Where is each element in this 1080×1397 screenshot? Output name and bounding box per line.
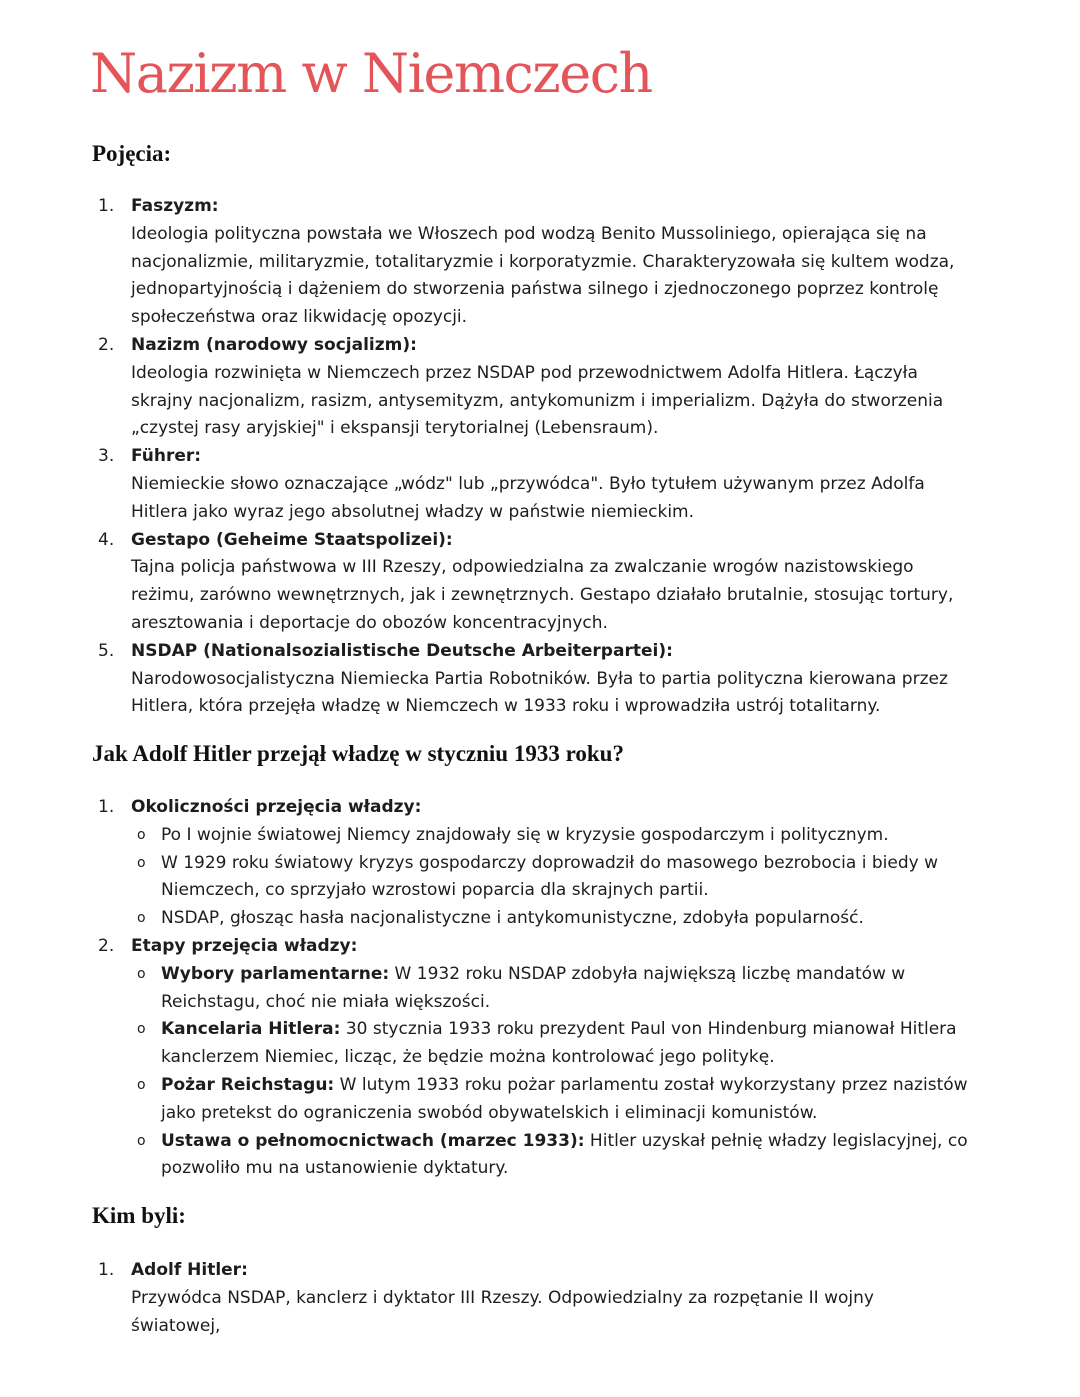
item-number: 2. bbox=[98, 334, 115, 355]
bullet-icon: o bbox=[137, 910, 146, 927]
page-title: Nazizm w Niemczech bbox=[90, 42, 652, 105]
sub-item-text: NSDAP, głosząc hasła nacjonalistyczne i antykomunistyczne, zdobyła popularność. bbox=[161, 908, 864, 929]
sub-list bbox=[131, 961, 968, 1183]
sub-list-item bbox=[131, 1016, 991, 1072]
item-description: Przywódca NSDAP, kanclerz i dyktator III Rzeszy. Odpowiedzialny za rozpętanie II wojny światowej, bbox=[131, 1287, 874, 1336]
sub-item-label: Pożar Reichstagu: bbox=[161, 1074, 335, 1095]
sub-item-text: Po I wojnie światowej Niemcy znajdowały się w kryzysie gospodarczym i politycznym. bbox=[161, 824, 889, 845]
item-number: 1. bbox=[98, 797, 115, 817]
sub-list-item bbox=[131, 822, 991, 850]
item-term: NSDAP (Nationalsozialistische Deutsche Arbeiterpartei): bbox=[131, 640, 673, 661]
list-item bbox=[0, 933, 968, 1183]
bullet-icon: o bbox=[137, 826, 146, 843]
item-number: 4. bbox=[98, 529, 115, 550]
item-description: Narodowosocjalistyczna Niemiecka Partia Robotników. Była to partia polityczna kierowana przez Hitlera, która przejęła władzę w Niemczech w 1933 roku i wprowadziła ustrój totalitarny. bbox=[131, 668, 948, 717]
item-term: Faszyzm: bbox=[131, 196, 219, 216]
list-item bbox=[0, 638, 961, 721]
section-heading-concepts: Pojęcia: bbox=[92, 141, 172, 166]
bullet-icon: o bbox=[137, 1076, 146, 1093]
bullet-icon: o bbox=[137, 854, 146, 871]
sub-list-item bbox=[131, 1072, 991, 1128]
rise-to-power-list bbox=[0, 794, 968, 1183]
list-item bbox=[0, 794, 961, 933]
item-term: Okoliczności przejęcia władzy: bbox=[131, 797, 422, 817]
list-item bbox=[0, 527, 961, 638]
section-heading-who-were: Kim byli: bbox=[92, 1203, 186, 1228]
item-description: Niemieckie słowo oznaczające „wódz" lub „przywódca". Było tytułem używanym przez Adolfa Hitlera jako wyraz jego absolutnej władzy w państwie niemieckim. bbox=[131, 473, 925, 522]
list-item bbox=[0, 193, 961, 332]
item-description: Tajna policja państwowa w III Rzeszy, odpowiedzialna za zwalczanie wrogów nazistowskiego reżimu, zarówno wewnętrznych, jak i zewnętrznych. Gestapo działało brutalnie, stosując tortury, aresztowania i deportacje do obozów koncentracyjnych. bbox=[131, 557, 954, 633]
bullet-icon: o bbox=[137, 965, 146, 982]
sub-list-item bbox=[131, 1128, 991, 1184]
concepts-list bbox=[0, 193, 961, 721]
item-description: Ideologia polityczna powstała we Włoszech pod wodzą Benito Mussoliniego, opierająca się na nacjonalizmie, militaryzmie, totalitaryzmie i korporatyzmie. Charakteryzowała się kultem wodza, jednopartyjnością i dążeniem do stworzenia państwa silnego i zjednoczonego poprzez kontrolę społeczeństwa oraz likwidację opozycji. bbox=[131, 223, 955, 328]
sub-item-label: Wybory parlamentarne: bbox=[161, 963, 390, 984]
list-item bbox=[0, 443, 961, 526]
sub-list-item bbox=[131, 850, 991, 906]
sub-list bbox=[131, 822, 961, 933]
item-number: 3. bbox=[98, 446, 115, 467]
sub-item-text: 30 stycznia 1933 roku prezydent Paul von Hindenburg mianował Hitlera kanclerzem Niemiec, licząc, że będzie można kontrolować jego politykę. bbox=[161, 1019, 957, 1068]
item-term: Nazizm (narodowy socjalizm): bbox=[131, 334, 417, 355]
sub-item-text: W 1929 roku światowy kryzys gospodarczy doprowadził do masowego bezrobocia i biedy w Niemczech, co sprzyjało wzrostowi poparcia dla skrajnych partii. bbox=[161, 852, 938, 901]
sub-item-label: Ustawa o pełnomocnictwach (marzec 1933): bbox=[161, 1130, 585, 1151]
list-item bbox=[0, 1257, 961, 1340]
list-item bbox=[0, 332, 961, 443]
sub-item-text: W lutym 1933 roku pożar parlamentu został wykorzystany przez nazistów jako pretekst do ograniczenia swobód obywatelskich i eliminacji komunistów. bbox=[161, 1074, 968, 1123]
item-number: 1. bbox=[98, 1260, 115, 1280]
people-list bbox=[0, 1257, 961, 1340]
bullet-icon: o bbox=[137, 1132, 146, 1149]
item-term: Führer: bbox=[131, 446, 202, 467]
bullet-icon: o bbox=[137, 1021, 146, 1038]
sub-list-item bbox=[131, 905, 991, 933]
sub-list-item bbox=[131, 961, 991, 1017]
item-description: Ideologia rozwinięta w Niemczech przez NSDAP pod przewodnictwem Adolfa Hitlera. Łączyła skrajny nacjonalizm, rasizm, antysemityzm, antykomunizm i imperializm. Dążyła do stworzenia „czystej rasy aryjskiej" i ekspansji terytorialnej (Lebensraum). bbox=[131, 362, 944, 439]
sub-item-text: W 1932 roku NSDAP zdobyła największą liczbę mandatów w Reichstagu, choć nie miała większości. bbox=[161, 963, 906, 1012]
item-number: 1. bbox=[98, 196, 115, 216]
item-term: Adolf Hitler: bbox=[131, 1260, 248, 1280]
sub-item-label: Kancelaria Hitlera: bbox=[161, 1019, 341, 1040]
item-term: Etapy przejęcia władzy: bbox=[131, 935, 358, 956]
item-term: Gestapo (Geheime Staatspolizei): bbox=[131, 529, 453, 550]
section-heading-rise-to-power: Jak Adolf Hitler przejął władzę w styczniu 1933 roku? bbox=[92, 741, 624, 766]
item-number: 2. bbox=[98, 935, 115, 956]
sub-item-text: Hitler uzyskał pełnię władzy legislacyjnej, co pozwoliło mu na ustanowienie dyktatury. bbox=[161, 1130, 968, 1179]
item-number: 5. bbox=[98, 640, 115, 661]
